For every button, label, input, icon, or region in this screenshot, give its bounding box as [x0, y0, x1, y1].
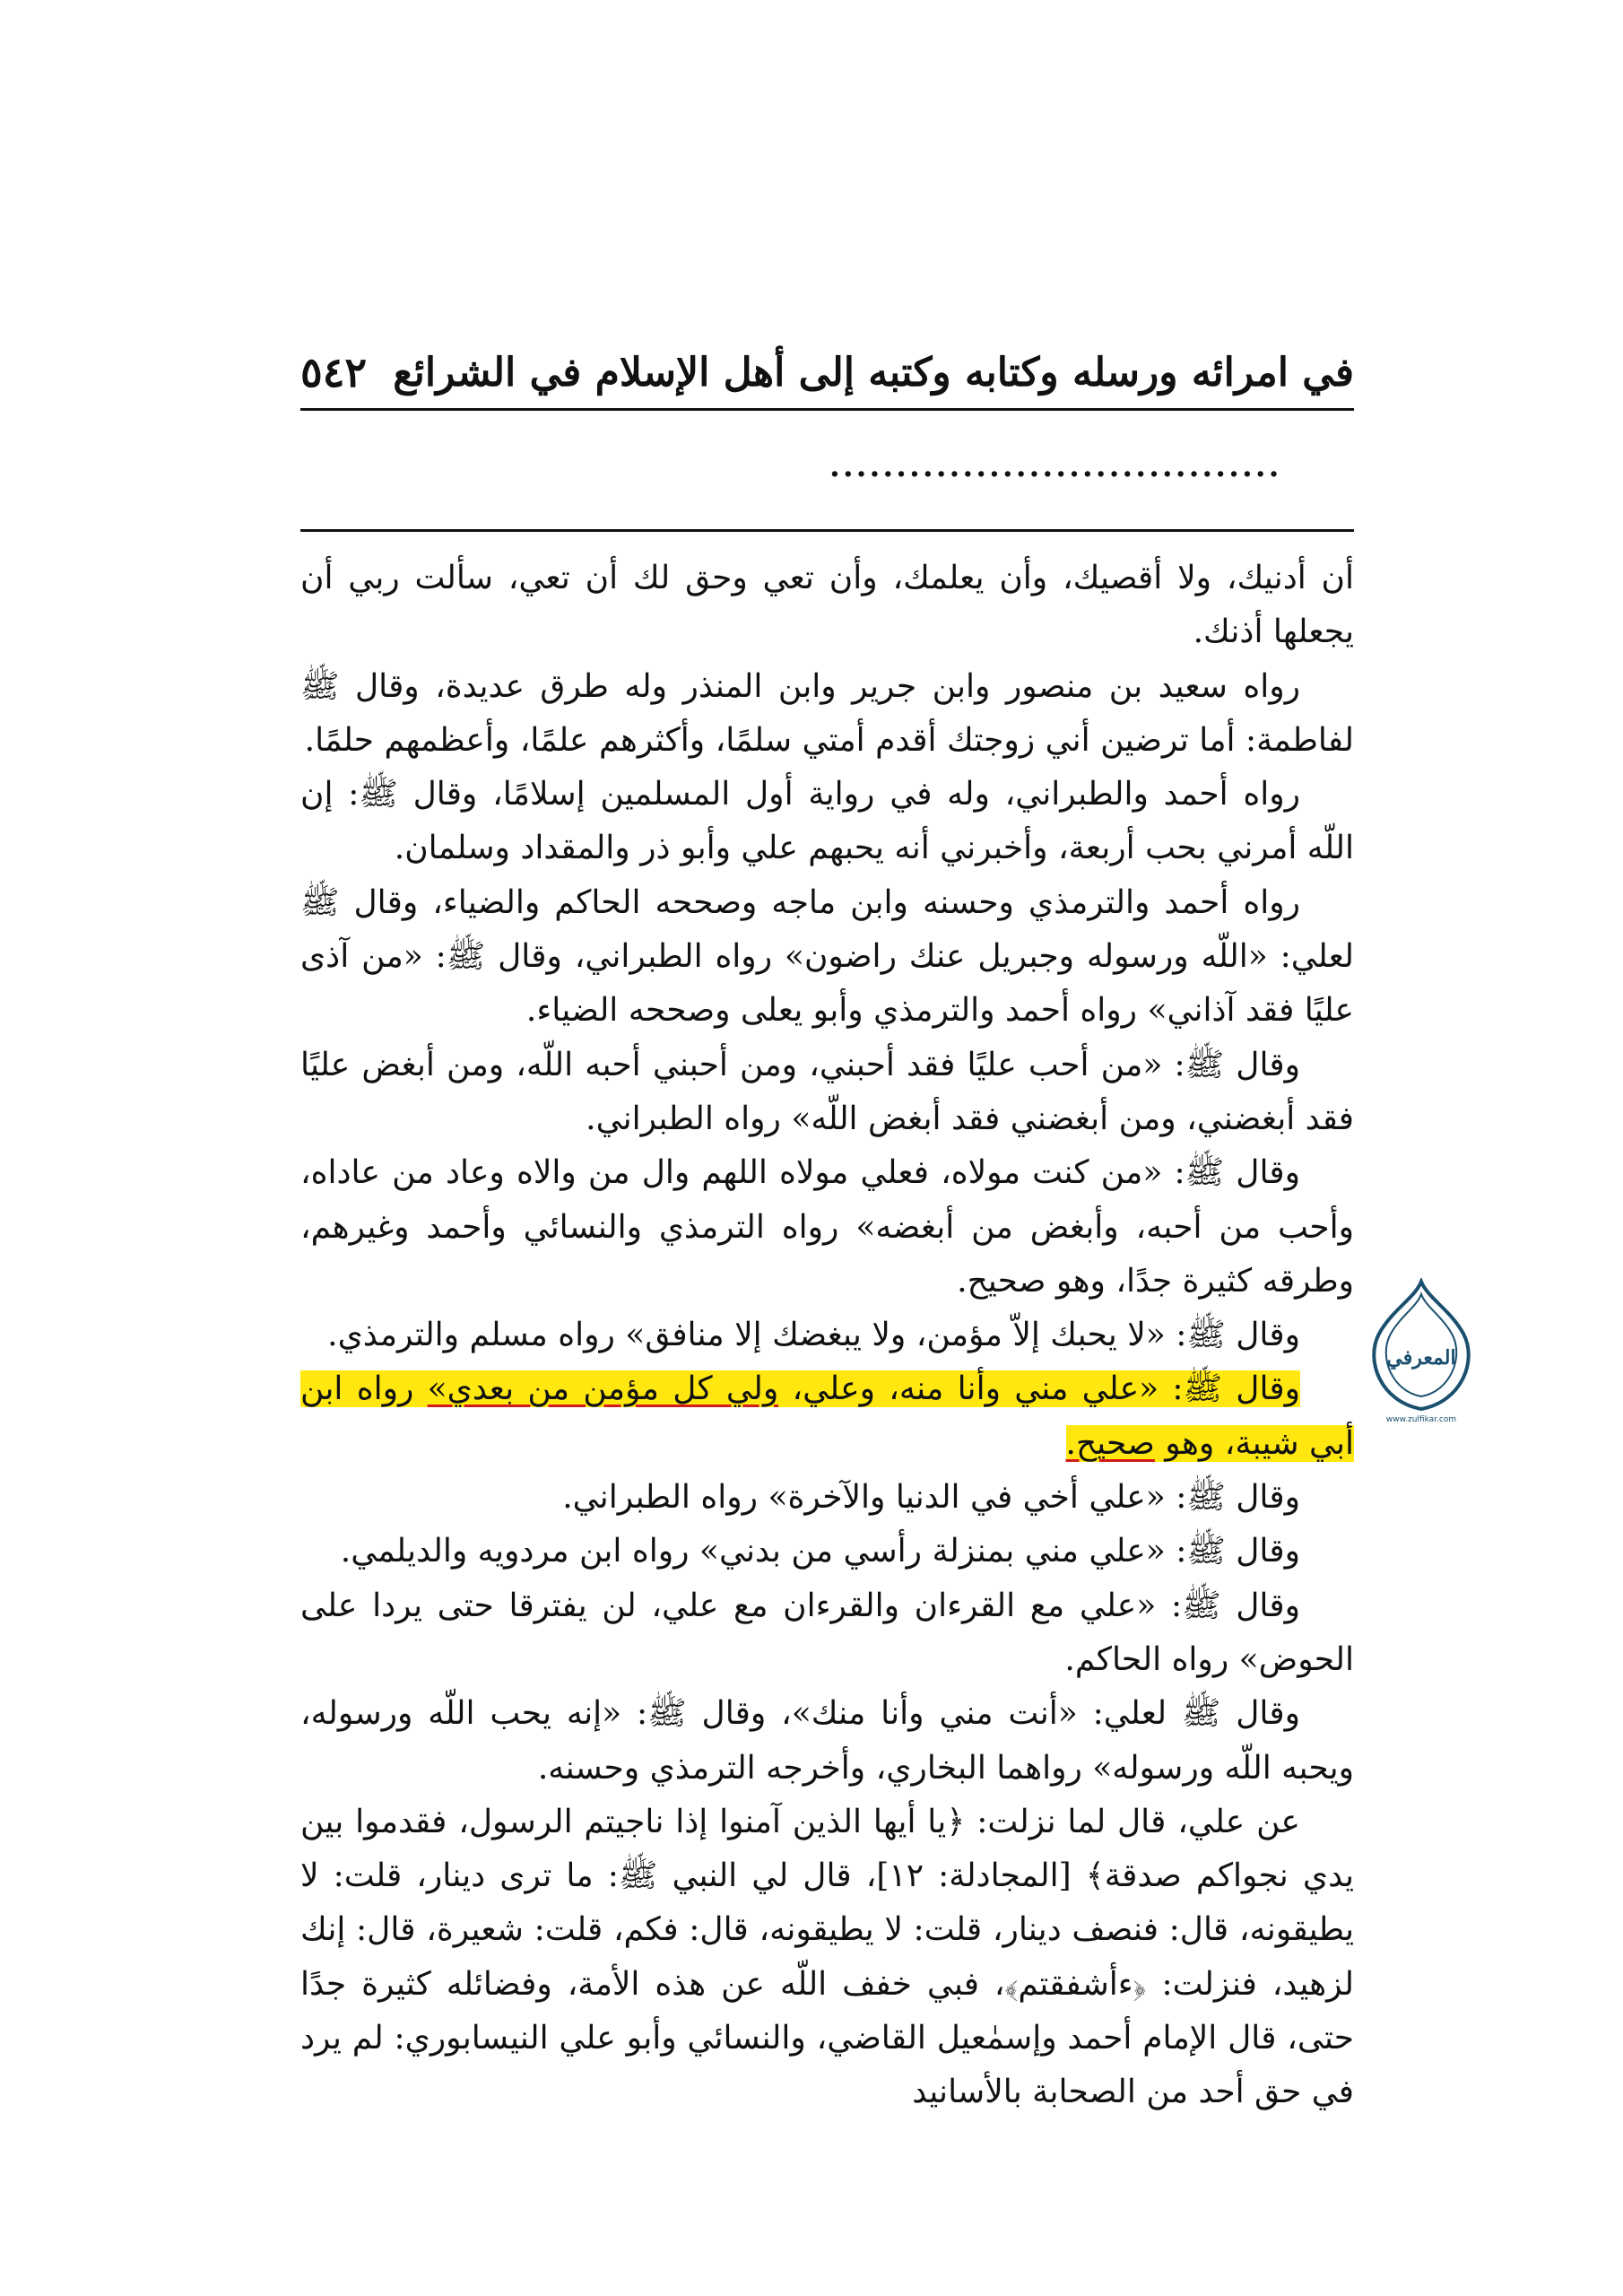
- page-header: [300, 341, 1354, 404]
- running-title: في امرائه ورسله وكتابه وكتبه إلى أهل الإسلام في الشرائع: [393, 349, 1354, 396]
- section-rule: [300, 529, 1354, 532]
- highlighted-paragraph: [300, 1362, 1354, 1471]
- paragraph: رواه سعيد بن منصور وابن جرير وابن المنذر وله طرق عديدة، وقال ﷺ لفاطمة: أما ترضين أني زوجتك أقدم أمتي سلمًا، وأكثرهم علمًا، وأعظمهم حلمًا.: [300, 667, 1354, 759]
- paragraph: أن أدنيك، ولا أقصيك، وأن يعلمك، وأن تعي وحق لك أن تعي، سألت ربي أن يجعلها أذنك.: [300, 560, 1354, 651]
- publisher-logo-icon: [1363, 1278, 1480, 1413]
- paragraph: رواه أحمد والترمذي وحسنه وابن ماجه وصححه الحاكم والضياء، وقال ﷺ لعلي: «اللّه ورسوله وجبريل عنك راضون» رواه الطبراني، وقال ﷺ: «من آذى عليًا فقد آذاني» رواه أحمد والترمذي وأبو يعلى وصححه الضياء.: [300, 883, 1354, 1030]
- paragraph: وقال ﷺ: «من أحب عليًا فقد أحبني، ومن أحبني أحبه اللّه، ومن أبغض عليًا فقد أبغضني، ومن أبغضني فقد أبغض اللّه» رواه الطبراني.: [300, 1046, 1354, 1137]
- paragraph: وقال ﷺ: «من كنت مولاه، فعلي مولاه اللهم وال من والاه وعاد من عاداه، وأحب من أحبه، وأبغض من أبغضه» رواه الترمذي والنسائي وأحمد وغيرهم، وطرقه كثيرة جدًا، وهو صحيح.: [300, 1154, 1354, 1300]
- paragraph: وقال ﷺ لعلي: «أنت مني وأنا منك»، وقال ﷺ: «إنه يحب اللّه ورسوله، ويحبه اللّه ورسوله» رواهما البخاري، وأخرجه الترمذي وحسنه.: [300, 1695, 1354, 1787]
- underlined-word: صحيح.: [1065, 1424, 1155, 1462]
- highlight-prefix: وقال ﷺ: «علي مني وأنا منه، وعلي،: [778, 1370, 1301, 1408]
- paragraph: وقال ﷺ: «علي مع القرءان والقرءان مع علي، لن يفترقا حتى يردا على الحوض» رواه الحاكم.: [300, 1587, 1354, 1678]
- page-number: ٥٤٢: [300, 348, 368, 396]
- paragraph: وقال ﷺ: «علي مني بمنزلة رأسي من بدني» رواه ابن مردويه والديلمي.: [340, 1533, 1300, 1570]
- paragraph: عن علي، قال لما نزلت: ﴿يا أيها الذين آمنوا إذا ناجيتم الرسول، فقدموا بين يدي نجواكم صدقة﴾ [المجادلة: ١٢]، قال لي النبي ﷺ: ما ترى دينار، قلت: لا يطيقونه، قال: فنصف دينار، قلت: لا يطيقونه، قال: فكم، قلت: شعيرة، قال: إنك لزهيد، فنزلت: ﴿ءأشفقتم﴾، فبي خفف اللّه عن هذه الأمة، وفضائله كثيرة جدًا حتى، قال الإمام أحمد وإسمٰعيل القاضي، والنسائي وأبو علي النيسابوري: لم يرد في حق أحد من الصحابة بالأسانيد: [300, 1803, 1355, 2111]
- body-text: [300, 552, 1354, 2120]
- logo-caption: www.zulfikar.com: [1385, 1415, 1457, 1424]
- paragraph: رواه أحمد والطبراني، وله في رواية أول المسلمين إسلامًا، وقال ﷺ: إن اللّه أمرني بحب أربعة، وأخبرني أنه يحبهم علي وأبو ذر والمقداد وسلمان.: [300, 776, 1354, 867]
- paragraph: وقال ﷺ: «لا يحبك إلاّ مؤمن، ولا يبغضك إلا منافق» رواه مسلم والترمذي.: [327, 1317, 1300, 1354]
- ellipsis-dots: ..................................: [829, 448, 1282, 484]
- paragraph: وقال ﷺ: «علي أخي في الدنيا والآخرة» رواه الطبراني.: [562, 1479, 1300, 1517]
- logo-emblem-text: المعرفي: [1386, 1346, 1456, 1370]
- header-rule: [300, 408, 1354, 411]
- underlined-phrase: ولي كل مؤمن من بعدي»: [427, 1370, 779, 1408]
- highlight-middle: رواه ابن أبي شيبة، وهو: [300, 1370, 1354, 1462]
